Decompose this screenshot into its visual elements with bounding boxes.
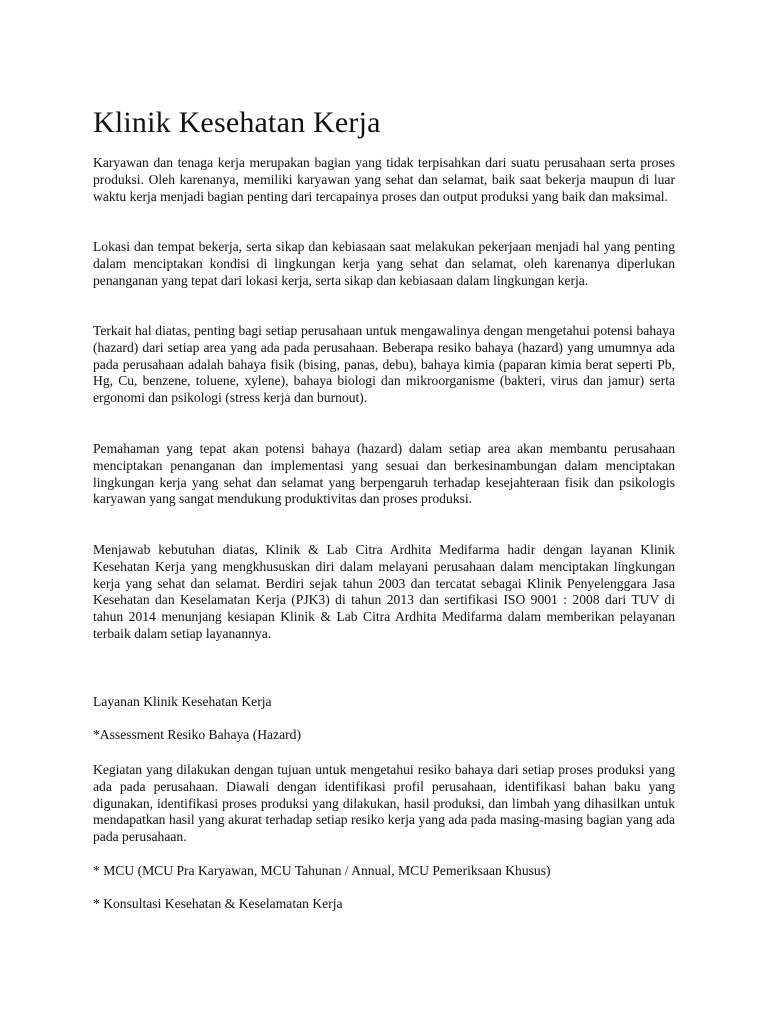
document-title: Klinik Kesehatan Kerja xyxy=(93,106,381,139)
assessment-description: Kegiatan yang dilakukan dengan tujuan untuk mengetahui resiko bahaya dari setiap proses produksi yang ada pada perusahaan. Diawali dengan identifikasi profil perusahaan, identifikasi bahan baku yang digunakan, identifikasi proses produksi yang dilakukan, hasil produksi, dan limbah yang dihasilkan untuk mendapatkan hasil yang akurat terhadap setiap resiko kerja yang ada pada masing-masing bagian yang ada pada perusahaan. xyxy=(93,762,675,845)
paragraph-intro: Karyawan dan tenaga kerja merupakan bagian yang tidak terpisahkan dari suatu perusahaan serta proses produksi. Oleh karenanya, memiliki karyawan yang sehat dan selamat, baik saat bekerja maupun di luar waktu kerja menjadi bagian penting dari tercapainya proses dan output produksi yang baik dan maksimal. xyxy=(93,155,675,204)
assessment-heading: *Assessment Resiko Bahaya (Hazard) xyxy=(93,727,302,742)
service-item-consultation: * Konsultasi Kesehatan & Keselamatan Kerja xyxy=(93,896,343,911)
paragraph-location: Lokasi dan tempat bekerja, serta sikap dan kebiasaan saat melakukan pekerjaan menjadi hal yang penting dalam menciptakan kondisi di lingkungan kerja yang sehat dan selamat, oleh karenanya diperlukan penanganan yang tepat dari lokasi kerja, serta sikap dan kebiasaan dalam lingkungan kerja. xyxy=(93,239,675,288)
paragraph-clinic: Menjawab kebutuhan diatas, Klinik & Lab Citra Ardhita Medifarma hadir dengan layanan Klinik Kesehatan Kerja yang mengkhususkan diri dalam melayani perusahaan dalam menciptakan lingkungan kerja yang sehat dan selamat. Berdiri sejak tahun 2003 dan tercatat sebagai Klinik Penyelenggara Jasa Kesehatan dan Keselamatan Kerja (PJK3) di tahun 2013 dan sertifikasi ISO 9001 : 2008 dari TUV di tahun 2014 menunjang kesiapan Klinik & Lab Citra Ardhita Medifarma dalam memberikan pelayanan terbaik dalam setiap layanannya. xyxy=(93,542,675,641)
paragraph-hazard: Terkait hal diatas, penting bagi setiap perusahaan untuk mengawalinya dengan mengetahui potensi bahaya (hazard) dari setiap area yang ada pada perusahaan. Beberapa resiko bahaya (hazard) yang umumnya ada pada perusahaan adalah bahaya fisik (bising, panas, debu), bahaya kimia (paparan kimia berat seperti Pb, Hg, Cu, benzene, toluene, xylene), bahaya biologi dan mikroorganisme (bakteri, virus dan jamur) serta ergonomi dan psikologi (stress kerja dan burnout). xyxy=(93,323,675,406)
services-heading: Layanan Klinik Kesehatan Kerja xyxy=(93,694,272,709)
paragraph-understanding: Pemahaman yang tepat akan potensi bahaya (hazard) dalam setiap area akan membantu perusahaan menciptakan penanganan dan implementasi yang sesuai dan berkesinambungan dalam menciptakan lingkungan kerja yang sehat dan selamat yang berpengaruh terhadap kesejahteraan fisik dan psikologis karyawan yang sangat mendukung produktivitas dan proses produksi. xyxy=(93,441,675,507)
service-item-mcu: * MCU (MCU Pra Karyawan, MCU Tahunan / Annual, MCU Pemeriksaan Khusus) xyxy=(93,863,551,878)
